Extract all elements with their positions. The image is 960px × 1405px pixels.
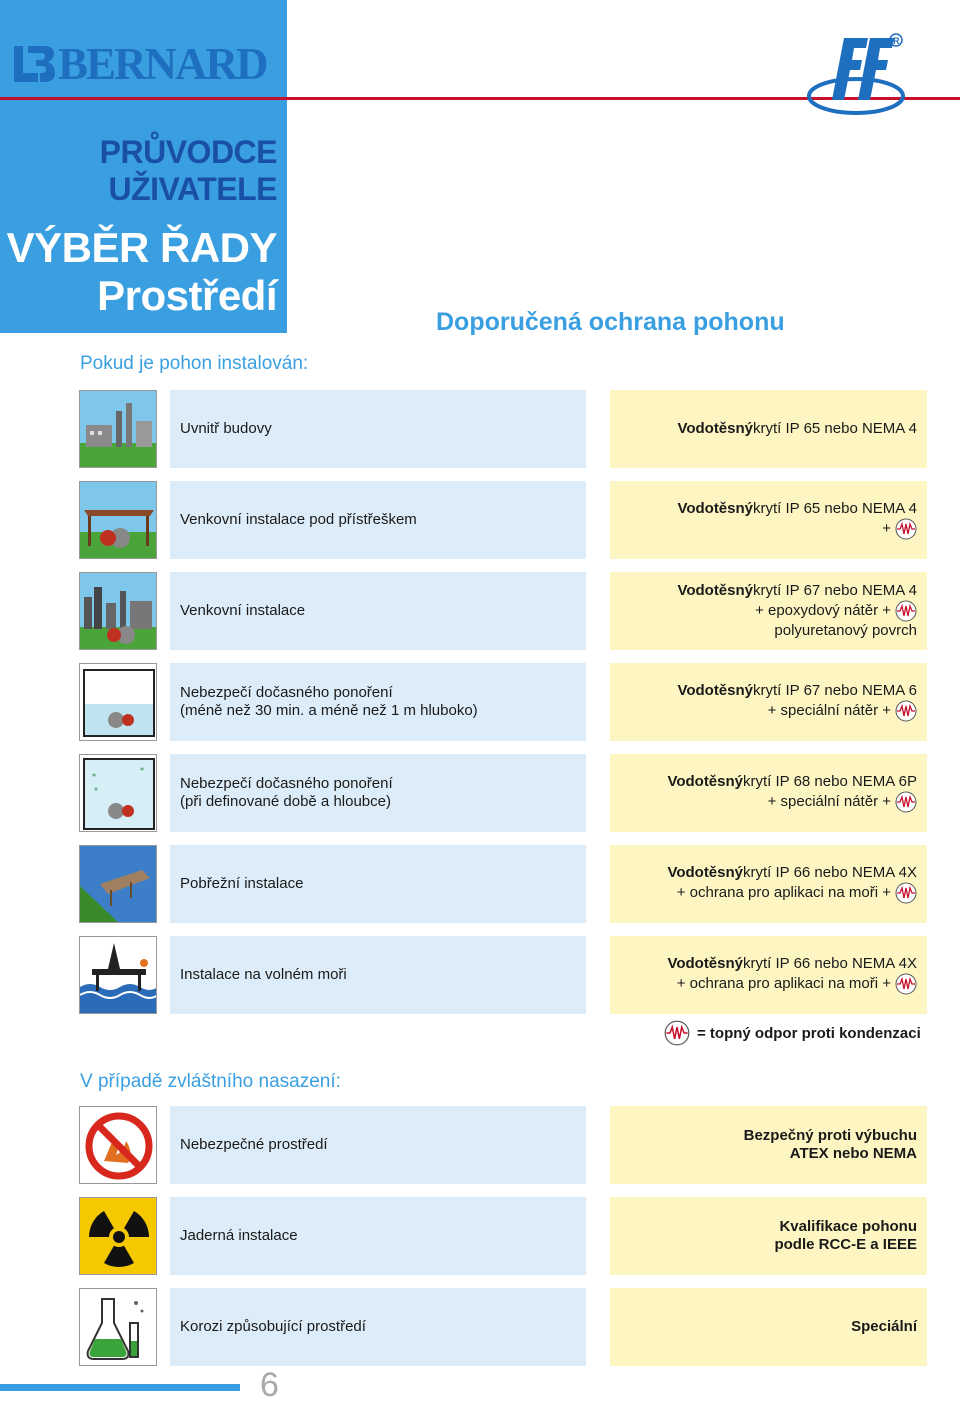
heater-resistor-icon [664, 1020, 690, 1046]
protection-bold: Vodotěsný [677, 582, 754, 599]
environment-label-detail: (při definované době a hloubce) [180, 793, 391, 810]
protection-cell [610, 481, 927, 559]
protection-cell [610, 572, 927, 650]
environment-cell [170, 936, 586, 1014]
protection-addon: + ochrana pro aplikaci na moři + [676, 975, 891, 992]
selection-title [7, 224, 277, 320]
environment-label: Uvnitř budovy [180, 420, 272, 437]
title-line-1: PRŮVODCE [99, 134, 277, 170]
protection-cell [610, 1106, 927, 1184]
factory-indoor-icon [79, 390, 157, 468]
offshore-platform-icon [79, 936, 157, 1014]
protection-bold: Vodotěsný [677, 500, 754, 517]
protection-text: krytí IP 65 nebo NEMA 4 [753, 420, 917, 437]
protection-cell [610, 845, 927, 923]
no-fire-icon [79, 1106, 157, 1184]
special-subheading: V případě zvláštního nasazení: [80, 1071, 341, 1092]
bernard-logo [14, 39, 267, 89]
protection-text: krytí IP 66 nebo NEMA 4X [743, 864, 917, 881]
table-row [0, 663, 960, 741]
shallow-water-icon [79, 663, 157, 741]
title-line-3: VÝBĚR ŘADY [6, 224, 277, 271]
environment-cell [170, 1197, 586, 1275]
installed-subheading: Pokud je pohon instalován: [80, 353, 309, 374]
heater-legend [664, 1020, 921, 1046]
table-row [0, 1197, 960, 1275]
heater-resistor-icon [895, 973, 917, 995]
protection-cell [610, 390, 927, 468]
environment-cell [170, 754, 586, 832]
table-row [0, 1288, 960, 1366]
protection-addon: + epoxydový nátěr + [755, 602, 891, 619]
environment-cell [170, 572, 586, 650]
environment-cell [170, 1288, 586, 1366]
environment-label: Pobřežní instalace [180, 875, 304, 892]
protection-text: krytí IP 65 nebo NEMA 4 [753, 500, 917, 517]
protection-addon: + speciální nátěr + [767, 793, 891, 810]
environment-cell [170, 390, 586, 468]
protection-bold: Vodotěsný [667, 773, 744, 790]
protection-cell [610, 936, 927, 1014]
environment-label: Venkovní instalace [180, 602, 306, 619]
environment-label: Nebezpečné prostředí [180, 1136, 328, 1153]
protection-text: krytí IP 66 nebo NEMA 4X [743, 955, 917, 972]
protection-line-2: ATEX nebo NEMA [789, 1145, 917, 1162]
coastal-pier-icon [79, 845, 157, 923]
protection-addon: + ochrana pro aplikaci na moři + [676, 884, 891, 901]
protection-line-1: Kvalifikace pohonu [779, 1218, 917, 1235]
legend-text: = topný odpor proti kondenzaci [697, 1024, 921, 1042]
radiation-icon [79, 1197, 157, 1275]
environment-label: Korozi způsobující prostředí [180, 1318, 366, 1335]
ff-logo-icon [804, 28, 924, 120]
page-number: 6 [260, 1366, 279, 1404]
environment-label: Nebezpečí dočasného ponoření [180, 684, 393, 701]
heater-resistor-icon [895, 518, 917, 540]
heater-resistor-icon [895, 882, 917, 904]
protection-bold: Vodotěsný [667, 955, 744, 972]
protection-addon-2: polyuretanový povrch [774, 622, 917, 639]
table-row [0, 481, 960, 559]
title-line-4: Prostředí [97, 272, 277, 319]
footer-bar [0, 1384, 240, 1391]
environment-label-detail: (méně než 30 min. a méně než 1 m hluboko) [180, 702, 478, 719]
heater-resistor-icon [895, 700, 917, 722]
protection-bold: Vodotěsný [667, 864, 744, 881]
environment-label: Instalace na volném moři [180, 966, 347, 983]
protection-cell [610, 663, 927, 741]
shelter-outdoor-icon [79, 481, 157, 559]
outdoor-factory-icon [79, 572, 157, 650]
environment-cell [170, 663, 586, 741]
protection-addon: + [882, 520, 891, 537]
environment-label: Nebezpečí dočasného ponoření [180, 775, 393, 792]
brand-name: BERNARD [58, 39, 267, 89]
title-line-2: UŽIVATELE [108, 171, 277, 207]
protection-line-1: Bezpečný proti výbuchu [743, 1127, 917, 1144]
protection-text: krytí IP 67 nebo NEMA 4 [753, 582, 917, 599]
deep-water-icon [79, 754, 157, 832]
protection-line-1: Speciální [851, 1318, 917, 1335]
section-heading: Doporučená ochrana pohonu [436, 308, 785, 336]
protection-cell [610, 1288, 927, 1366]
table-row [0, 390, 960, 468]
protection-bold: Vodotěsný [677, 420, 754, 437]
protection-bold: Vodotěsný [677, 682, 754, 699]
svg-text:R: R [893, 36, 900, 46]
protection-text: krytí IP 68 nebo NEMA 6P [743, 773, 917, 790]
chemical-flask-icon [79, 1288, 157, 1366]
table-row [0, 572, 960, 650]
table-row [0, 845, 960, 923]
table-row [0, 754, 960, 832]
table-row [0, 936, 960, 1014]
protection-cell [610, 1197, 927, 1275]
heater-resistor-icon [895, 791, 917, 813]
environment-label: Jaderná instalace [180, 1227, 298, 1244]
protection-line-2: podle RCC-E a IEEE [774, 1236, 917, 1253]
heater-resistor-icon [895, 600, 917, 622]
protection-addon: + speciální nátěr + [767, 702, 891, 719]
guide-title [100, 134, 277, 208]
protection-text: krytí IP 67 nebo NEMA 6 [753, 682, 917, 699]
environment-label: Venkovní instalace pod přístřeškem [180, 511, 417, 528]
table-row [0, 1106, 960, 1184]
protection-cell [610, 754, 927, 832]
environment-cell [170, 481, 586, 559]
environment-cell [170, 845, 586, 923]
bernard-logo-mark-icon [14, 44, 56, 84]
environment-cell [170, 1106, 586, 1184]
